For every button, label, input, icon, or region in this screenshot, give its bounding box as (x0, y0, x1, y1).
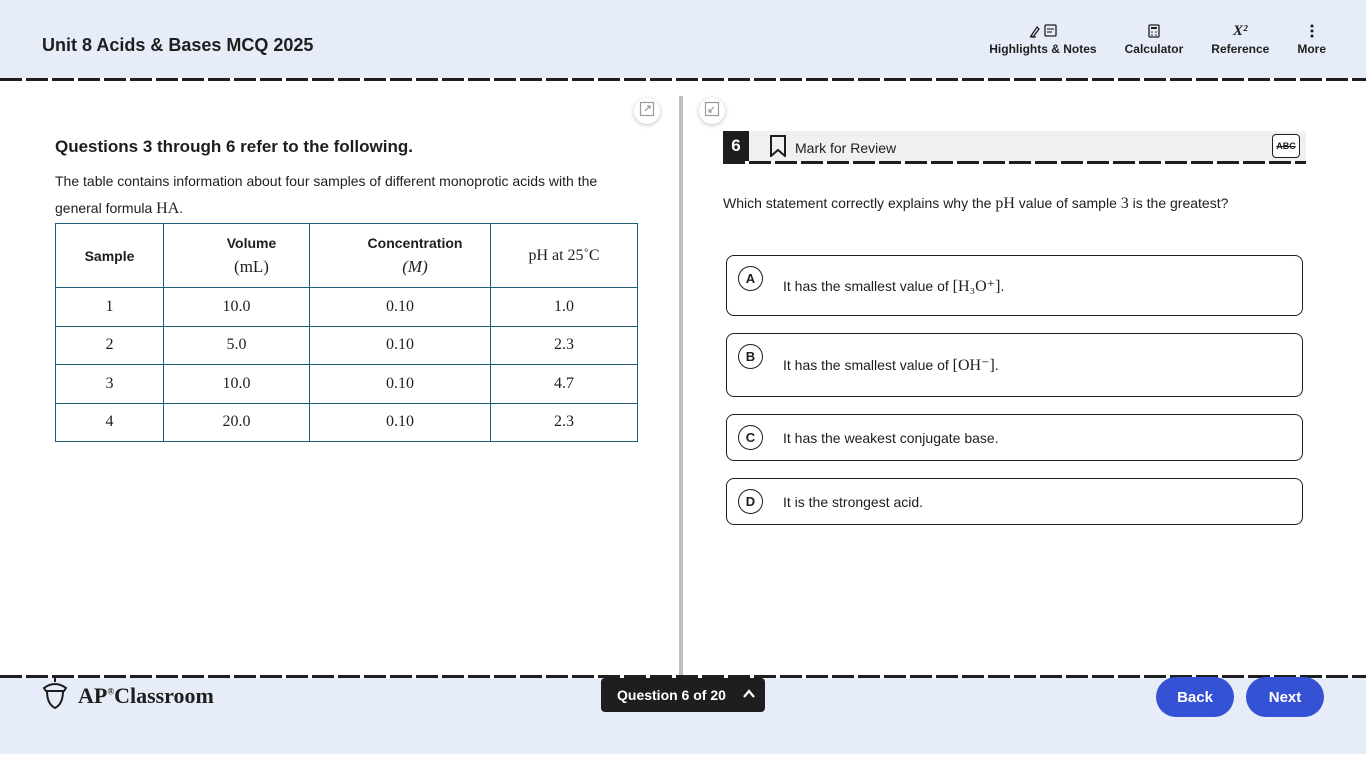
mark-for-review-button[interactable] (769, 135, 896, 160)
choice-b[interactable] (726, 333, 1303, 397)
toolbar (989, 22, 1326, 56)
choice-letter: A (738, 266, 763, 291)
question-number: 6 (723, 131, 749, 161)
header-sample: Sample (56, 224, 164, 288)
question-nav-label: Question 6 of 20 (617, 687, 726, 703)
cell: 0.10 (310, 365, 491, 404)
formula-ha: HA (156, 200, 180, 217)
top-header (0, 0, 1366, 78)
more-button[interactable] (1297, 22, 1326, 56)
cell: 3 (56, 365, 164, 404)
ap-classroom-logo (42, 676, 214, 715)
cell: 1.0 (491, 288, 638, 327)
bookmark-icon (769, 135, 787, 160)
more-label: More (1297, 42, 1326, 56)
app-title: Unit 8 Acids & Bases MCQ 2025 (42, 35, 314, 55)
cell: 10.0 (164, 365, 310, 404)
choice-letter: D (738, 489, 763, 514)
choice-c[interactable] (726, 414, 1303, 461)
passage-intro: Questions 3 through 6 refer to the following. (55, 137, 413, 156)
calculator-button[interactable] (1125, 22, 1184, 56)
choice-letter: B (738, 344, 763, 369)
reference-button[interactable] (1211, 22, 1269, 56)
answer-eliminator-toggle[interactable] (1272, 134, 1300, 158)
header-volume: Volume (mL) (164, 224, 310, 288)
table-row (56, 403, 638, 442)
cell: 0.10 (310, 403, 491, 442)
table-row (56, 326, 638, 365)
acorn-icon (42, 676, 68, 715)
choice-d[interactable] (726, 478, 1303, 525)
cell: 5.0 (164, 326, 310, 365)
header-concentration: Concentration (M) (310, 224, 491, 288)
cell: 2 (56, 326, 164, 365)
question-header (723, 131, 1306, 161)
highlight-notes-icon (1028, 22, 1058, 40)
choice-a[interactable] (726, 255, 1303, 316)
calculator-icon (1148, 22, 1160, 40)
cell: 20.0 (164, 403, 310, 442)
question-text: Which statement correctly explains why the pH value of sample 3 is the greatest? (723, 195, 1229, 212)
cell: 2.3 (491, 326, 638, 365)
expand-right-pane-button[interactable] (699, 98, 725, 124)
cell: 2.3 (491, 403, 638, 442)
highlights-notes-label: Highlights & Notes (989, 42, 1097, 56)
cell: 4 (56, 403, 164, 442)
expand-left-pane-button[interactable] (634, 98, 660, 124)
abc-strike-label: ABC (1276, 141, 1296, 151)
collapse-icon (704, 101, 720, 122)
choice-letter: C (738, 425, 763, 450)
reference-label: Reference (1211, 42, 1270, 56)
choice-text: It is the strongest acid. (783, 494, 924, 510)
cell: 0.10 (310, 326, 491, 365)
header-ph: pH at 25˚C (491, 224, 638, 288)
cell: 1 (56, 288, 164, 327)
question-navigator-button[interactable] (601, 678, 765, 712)
chevron-up-icon (741, 686, 757, 705)
brand-name: AP®Classroom (78, 682, 214, 708)
expand-icon (639, 101, 655, 122)
table-row (56, 365, 638, 404)
choice-text: It has the weakest conjugate base. (783, 430, 999, 446)
pane-divider[interactable] (679, 96, 683, 675)
highlights-notes-button[interactable] (989, 22, 1096, 56)
cell: 10.0 (164, 288, 310, 327)
cell: 0.10 (310, 288, 491, 327)
table-header-row (56, 224, 638, 288)
back-button[interactable]: Back (1156, 677, 1234, 717)
cell: 4.7 (491, 365, 638, 404)
calculator-label: Calculator (1124, 42, 1184, 56)
choice-text: It has the smallest value of [OH⁻]. (783, 357, 999, 374)
next-button[interactable]: Next (1246, 677, 1324, 717)
table-row (56, 288, 638, 327)
question-header-divider (723, 161, 1306, 164)
reference-icon: X² (1233, 22, 1248, 39)
passage-description: The table contains information about four samples of different monoprotic acids with the general formula HA. (55, 173, 598, 217)
acid-data-table (55, 223, 638, 442)
more-vertical-icon (1310, 22, 1314, 40)
choice-text: It has the smallest value of [H₃O⁺]. (783, 278, 1005, 295)
header-divider (0, 78, 1366, 81)
mark-for-review-label: Mark for Review (795, 139, 897, 156)
